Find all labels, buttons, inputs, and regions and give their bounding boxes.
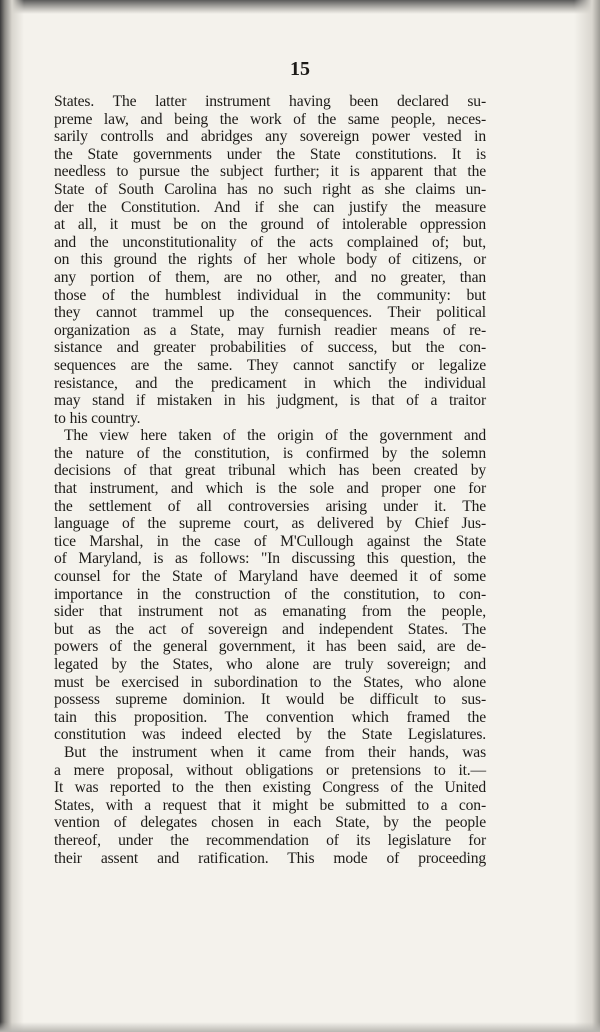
scan-shadow-bottom <box>0 1022 600 1032</box>
text-line: organization as a State, may furnish readier means of re- <box>54 321 486 339</box>
text-line: States, with a request that it might be submitted to a con- <box>54 796 486 814</box>
scan-shadow-left <box>0 0 24 1032</box>
text-line: and the unconstitutionality of the acts complained of; but, <box>54 233 486 251</box>
text-line: resistance, and the predicament in which the individual <box>54 374 486 392</box>
text-line: may stand if mistaken in his judgment, is that of a traitor <box>54 392 486 410</box>
text-line: the settlement of all controversies arising under it. The <box>54 497 486 515</box>
text-line: the State governments under the State constitutions. It is <box>54 145 486 163</box>
text-line: der the Constitution. And if she can justify the measure <box>54 198 486 216</box>
text-line: sarily controlls and abridges any sovereign power vested in <box>54 128 486 146</box>
page-number: 15 <box>290 58 310 80</box>
text-line: the nature of the constitution, is confirmed by the solemn <box>54 444 486 462</box>
text-line: constitution was indeed elected by the State Legislatures. <box>54 726 486 744</box>
text-line: tice Marshal, in the case of M'Cullough against the State <box>54 532 486 550</box>
text-line: decisions of that great tribunal which has been created by <box>54 462 486 480</box>
text-line: vention of delegates chosen in each State, by the people <box>54 814 486 832</box>
text-line: any portion of them, are no other, and no greater, than <box>54 268 486 286</box>
text-line: they cannot trammel up the consequences. Their political <box>54 304 486 322</box>
text-line: tain this proposition. The convention which framed the <box>54 708 486 726</box>
text-line: language of the supreme court, as delivered by Chief Jus- <box>54 515 486 533</box>
text-line: must be exercised in subordination to the States, who alone <box>54 673 486 691</box>
text-line: powers of the general government, it has been said, are de- <box>54 638 486 656</box>
text-line: sistance and greater probabilities of success, but the con- <box>54 339 486 357</box>
text-line: But the instrument when it came from their hands, was <box>64 743 486 761</box>
text-line: possess supreme dominion. It would be difficult to sus- <box>54 691 486 709</box>
text-line: sequences are the same. They cannot sanctify or legalize <box>54 356 486 374</box>
text-line: that instrument, and which is the sole and proper one for <box>54 480 486 498</box>
text-line: those of the humblest individual in the community: but <box>54 286 486 304</box>
text-line: States. The latter instrument having been declared su- <box>54 93 486 110</box>
text-line: to his country. <box>54 409 141 427</box>
text-line: thereof, under the recommendation of its legislature for <box>54 831 486 849</box>
text-line: on this ground the rights of her whole body of citizens, or <box>54 251 486 269</box>
text-line: at all, it must be on the ground of intolerable oppression <box>54 216 486 234</box>
text-line: preme law, and being the work of the same people, neces- <box>54 110 486 128</box>
text-line: sider that instrument not as emanating from the people, <box>54 603 486 621</box>
text-line: importance in the construction of the constitution, to con- <box>54 585 486 603</box>
text-line: State of South Carolina has no such right as she claims un- <box>54 180 486 198</box>
text-line: of Maryland, is as follows: "In discussing this question, the <box>54 550 486 568</box>
text-line: a mere proposal, without obligations or pretensions to it.— <box>54 761 486 779</box>
scan-shadow-top <box>0 0 600 14</box>
text-line: but as the act of sovereign and independent States. The <box>54 620 486 638</box>
text-line: counsel for the State of Maryland have deemed it of some <box>54 568 486 586</box>
text-line: The view here taken of the origin of the government and <box>64 427 486 445</box>
text-line: needless to pursue the subject further; it is apparent that the <box>54 163 486 181</box>
scan-shadow-right <box>574 0 600 1032</box>
body-text <box>54 93 486 867</box>
text-line: their assent and ratification. This mode of proceeding <box>54 849 486 867</box>
text-line: It was reported to the then existing Congress of the United <box>54 779 486 797</box>
text-line: legated by the States, who alone are truly sovereign; and <box>54 656 486 673</box>
